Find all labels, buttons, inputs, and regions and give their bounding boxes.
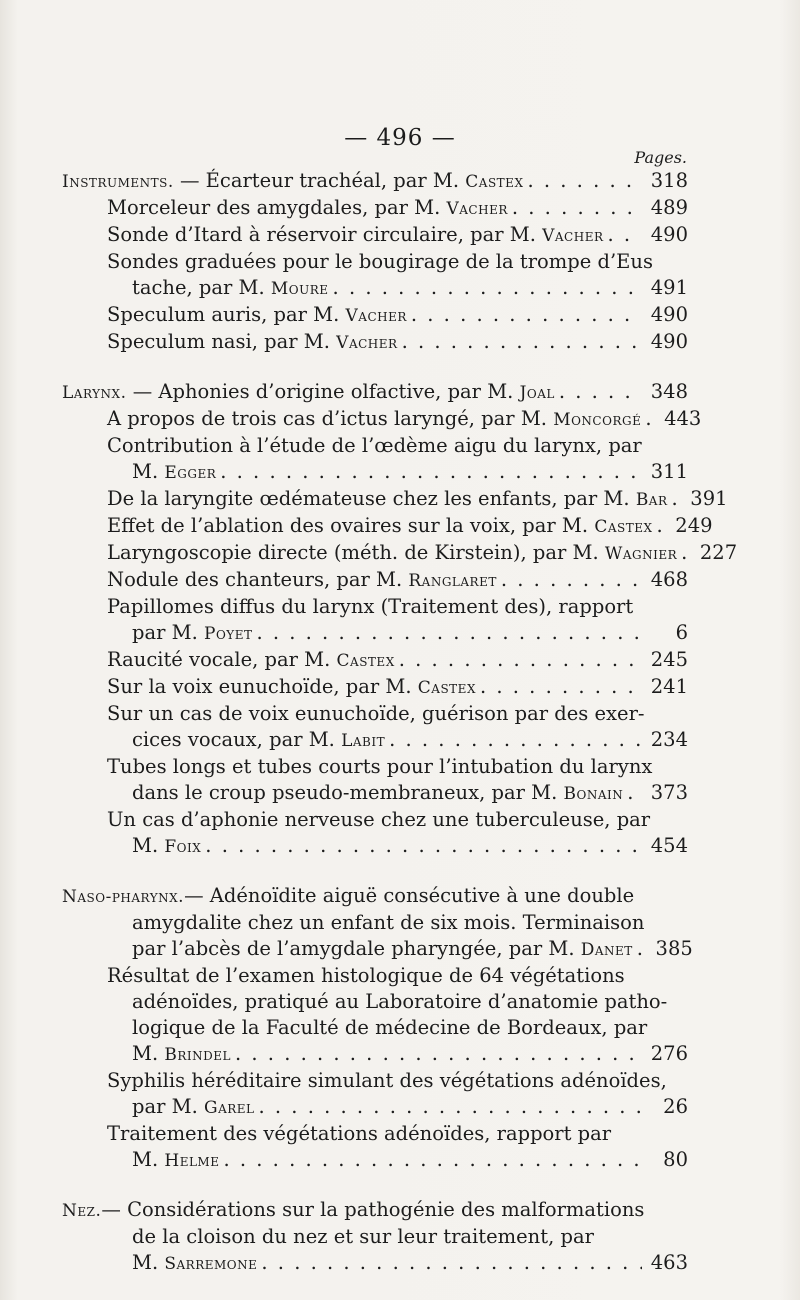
entry-line: Syphilis héréditaire simulant des végétations adénoïdes, [107, 1069, 667, 1092]
author-name: Castex [336, 651, 395, 671]
author-name: Joal [519, 383, 555, 403]
entry-final-line [62, 513, 713, 540]
page-reference: 318 [650, 169, 688, 192]
author-name: Bar [635, 490, 668, 510]
entry-final-line [62, 379, 688, 406]
section-topic: Naso-pharynx. [62, 887, 185, 907]
page-reference: 490 [650, 223, 688, 246]
page-reference: 391 [690, 487, 728, 510]
leader-dots [645, 406, 655, 432]
leader-dots [608, 222, 643, 248]
entry-final-line [62, 727, 688, 754]
index-entry [62, 168, 688, 195]
author-name: Moure [270, 279, 329, 299]
entry-text: M. Foix [132, 834, 202, 857]
entry-line: Sondes graduées pour le bougirage de la trompe d’Eus [107, 250, 653, 273]
entry-final-line [62, 275, 688, 302]
page-reference: 245 [650, 648, 688, 671]
author-name: Vacher [542, 226, 604, 246]
leader-dots [512, 195, 642, 221]
leader-dots [627, 780, 642, 806]
index-entry [62, 1068, 688, 1121]
page-reference: 348 [650, 380, 688, 403]
author-name: Labit [341, 731, 386, 751]
section-topic: Nez. [62, 1201, 102, 1221]
page-reference: 276 [650, 1042, 688, 1065]
index-section [62, 1197, 688, 1277]
entry-final-line [62, 1041, 688, 1068]
index-section [62, 379, 738, 860]
entry-text: par M. Garel [132, 1095, 255, 1118]
entry-line: Tubes longs et tubes courts pour l’intubation du larynx [107, 755, 653, 778]
author-name: Vacher [345, 306, 407, 326]
entry-final-line [62, 674, 688, 701]
entry-text: Laryngoscopie directe (méth. de Kirstein), par M. Wagnier [107, 541, 678, 564]
leader-dots [261, 1250, 642, 1276]
entry-text: Larynx. — Aphonies d’origine olfactive, par M. Joal [62, 380, 555, 403]
index-section [62, 168, 688, 356]
index-entry [62, 379, 688, 406]
leader-dots [205, 833, 642, 859]
entry-text: Sonde d’Itard à réservoir circulaire, par M. Vacher [107, 223, 604, 246]
entry-line: de la cloison du nez et sur leur traitement, par [132, 1225, 594, 1248]
index-entry [62, 329, 688, 356]
leader-dots [402, 329, 642, 355]
page-number-header: — 496 — [344, 125, 456, 151]
author-name: Vacher [446, 199, 508, 219]
entry-text: par M. Poyet [132, 621, 253, 644]
entry-final-line [62, 406, 702, 433]
entry-final-line [62, 168, 688, 195]
leader-dots [527, 168, 642, 194]
entry-text: dans le croup pseudo-membraneux, par M. Bonain [132, 781, 624, 804]
entry-text: Morceleur des amygdales, par M. Vacher [107, 196, 508, 219]
entry-line: Naso-pharynx. — Adénoïdite aiguë consécutive à une double [62, 883, 688, 910]
index-entry [62, 222, 688, 249]
entry-line: Traitement des végétations adénoïdes, rapport par [107, 1122, 612, 1145]
entry-final-line [62, 486, 728, 513]
leader-dots [399, 647, 642, 673]
index-entry [62, 883, 693, 963]
leader-dots [480, 674, 642, 700]
entry-final-line [62, 936, 693, 963]
index-entry [62, 486, 728, 513]
entry-text: A propos de trois cas d’ictus laryngé, par M. Moncorgé [107, 407, 642, 430]
page-reference: 234 [650, 728, 688, 751]
author-name: Vacher [336, 333, 398, 353]
index-entry [62, 647, 688, 674]
index-section [62, 883, 693, 1174]
index-entry [62, 567, 688, 594]
page-reference: 241 [650, 675, 688, 698]
entry-text: par l’abcès de l’amygdale pharyngée, par M. Danet [132, 937, 633, 960]
author-name: Bonain [563, 784, 624, 804]
entry-final-line [62, 647, 688, 674]
page-reference: 249 [675, 514, 713, 537]
page-reference: 490 [650, 330, 688, 353]
entry-text: M. Helme [132, 1148, 220, 1171]
leader-dots [259, 1094, 642, 1120]
page-reference: 227 [699, 541, 738, 564]
entry-text: M. Brindel [132, 1042, 231, 1065]
index-entry [62, 540, 738, 567]
entry-text: M. Egger [132, 460, 217, 483]
leader-dots [681, 540, 691, 566]
author-name: Egger [164, 463, 217, 483]
entry-line: Un cas d’aphonie nerveuse chez une tuberculeuse, par [107, 808, 651, 831]
author-name: Wagnier [604, 544, 678, 564]
entry-line: Résultat de l’examen histologique de 64 végétations [107, 964, 625, 987]
page-reference: 491 [650, 276, 688, 299]
index-content [62, 168, 738, 1300]
entry-final-line [62, 833, 688, 860]
entry-text: Effet de l’ablation des ovaires sur la voix, par M. Castex [107, 514, 653, 537]
entry-final-line [62, 1094, 688, 1121]
entry-text: De la laryngite œdémateuse chez les enfants, par M. Bar [107, 487, 668, 510]
entry-line: logique de la Faculté de médecine de Bordeaux, par [132, 1016, 648, 1039]
entry-final-line [62, 1147, 688, 1174]
leader-dots [501, 567, 642, 593]
entry-final-line [62, 329, 688, 356]
entry-line: Contribution à l’étude de l’œdème aigu du larynx, par [107, 434, 642, 457]
index-entry [62, 807, 688, 860]
entry-text: Speculum nasi, par M. Vacher [107, 330, 398, 353]
entry-line: Nez. — Considérations sur la pathogénie des malformations [62, 1197, 688, 1224]
leader-dots [637, 936, 647, 962]
leader-dots [411, 302, 642, 328]
leader-dots [256, 620, 642, 646]
leader-dots [657, 513, 667, 539]
entry-text: M. Sarremone [132, 1251, 258, 1274]
page-reference: 385 [655, 937, 693, 960]
index-entry [62, 1121, 688, 1174]
leader-dots [223, 1147, 642, 1173]
index-entry [62, 963, 688, 1068]
entry-line: Sur un cas de voix eunuchoïde, guérison par des exer- [107, 702, 645, 725]
index-entry [62, 754, 688, 807]
page-reference: 311 [650, 460, 688, 483]
index-entry [62, 513, 713, 540]
author-name: Foix [164, 837, 202, 857]
author-name: Garel [204, 1098, 255, 1118]
author-name: Castex [594, 517, 653, 537]
entry-final-line [62, 459, 688, 486]
leader-dots [672, 486, 682, 512]
index-entry [62, 674, 688, 701]
page-reference: 26 [663, 1095, 688, 1118]
page-reference: 80 [663, 1148, 688, 1171]
page-reference: 443 [664, 407, 702, 430]
entry-final-line [62, 540, 738, 567]
leader-dots [220, 459, 642, 485]
index-entry [62, 594, 688, 647]
leader-dots [235, 1041, 642, 1067]
entry-text: Sur la voix eunuchoïde, par M. Castex [107, 675, 476, 698]
index-entry [62, 433, 688, 486]
entry-final-line [62, 302, 688, 329]
entry-final-line [62, 567, 688, 594]
page-reference: 468 [650, 568, 688, 591]
index-entry [62, 195, 688, 222]
author-name: Danet [580, 940, 633, 960]
entry-final-line [62, 195, 688, 222]
section-topic: Instruments. [62, 172, 174, 192]
index-entry [62, 249, 688, 302]
entry-final-line [62, 1250, 688, 1277]
entry-text: Instruments. — Écarteur trachéal, par M. Castex [62, 169, 524, 192]
entry-final-line [62, 222, 688, 249]
section-topic: Larynx. [62, 383, 127, 403]
author-name: Moncorgé [553, 410, 642, 430]
entry-line: adénoïdes, pratiqué au Laboratoire d’anatomie patho- [132, 990, 668, 1013]
page-reference: 489 [650, 196, 688, 219]
page-reference: 373 [650, 781, 688, 804]
author-name: Castex [465, 172, 524, 192]
entry-text: Raucité vocale, par M. Castex [107, 648, 395, 671]
author-name: Helme [164, 1151, 220, 1171]
index-entry [62, 1197, 688, 1277]
author-name: Poyet [204, 624, 253, 644]
entry-line: amygdalite chez un enfant de six mois. Terminaison [132, 911, 645, 934]
leader-dots [559, 379, 642, 405]
index-entry [62, 302, 688, 329]
author-name: Brindel [164, 1045, 231, 1065]
entry-final-line [62, 780, 688, 807]
leader-dots [389, 727, 642, 753]
entry-text: tache, par M. Moure [132, 276, 329, 299]
pages-column-label: Pages. [634, 148, 687, 167]
index-entry [62, 406, 702, 433]
entry-line: Papillomes diffus du larynx (Traitement des), rapport [107, 595, 634, 618]
page-reference: 6 [675, 621, 688, 644]
author-name: Ranglaret [408, 571, 497, 591]
page-reference: 463 [650, 1251, 688, 1274]
entry-final-line [62, 620, 688, 647]
index-entry [62, 701, 688, 754]
page-reference: 454 [650, 834, 688, 857]
entry-text: cices vocaux, par M. Labit [132, 728, 386, 751]
leader-dots [333, 275, 642, 301]
page-reference: 490 [650, 303, 688, 326]
author-name: Sarremone [164, 1254, 258, 1274]
author-name: Castex [417, 678, 476, 698]
entry-text: Nodule des chanteurs, par M. Ranglaret [107, 568, 497, 591]
entry-text: Speculum auris, par M. Vacher [107, 303, 407, 326]
